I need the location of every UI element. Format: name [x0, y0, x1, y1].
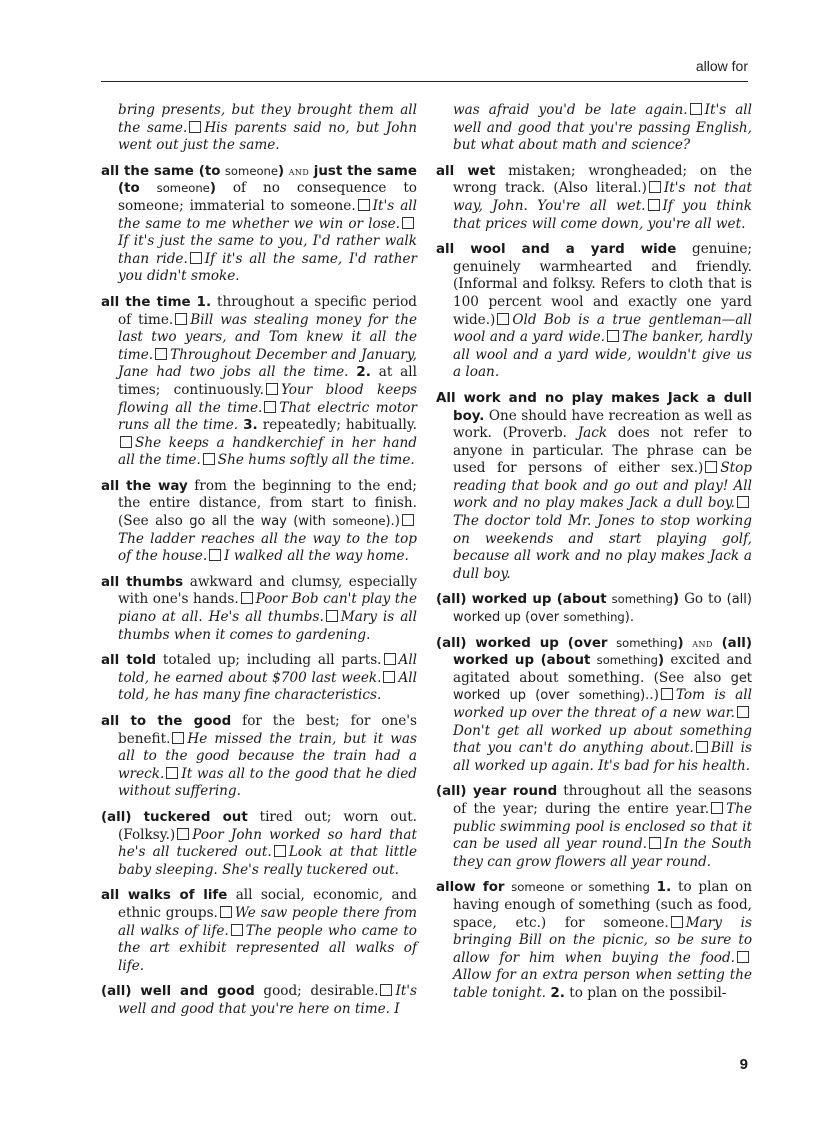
definition: .)	[649, 687, 659, 704]
example: The people who came to the art exhibit represented all walks of life.	[118, 922, 417, 974]
cross-reference: get worked up (over	[453, 670, 752, 704]
example-box-icon	[402, 217, 414, 229]
definition: throughout a specific period of time.	[118, 293, 417, 328]
example-box-icon	[177, 828, 189, 840]
example: All told, he has many fine characteristics.	[118, 669, 417, 704]
definition: all social, economic, and ethnic groups.	[118, 887, 418, 921]
headword: )	[209, 181, 216, 197]
entry-all-the-time	[101, 294, 417, 470]
definition: mistaken; wrongheaded; on the wrong track. (Also literal.)	[453, 162, 752, 197]
example-box-icon	[326, 610, 338, 622]
example-box-icon	[189, 121, 201, 133]
example-box-icon	[690, 103, 702, 115]
definition: genuine; genuinely warmhearted and friendly. (Informal and folksy. Refers to cloth that is 100 percent wool and exactly one yard wide.)	[453, 241, 752, 328]
variable: something	[578, 688, 641, 703]
variable: someone	[224, 163, 279, 178]
entry-all-tuckered-out	[101, 809, 417, 879]
definition: excited and agitated about something. (See also	[453, 652, 753, 686]
example-box-icon	[172, 732, 184, 744]
example-box-icon	[661, 688, 673, 700]
definition: repeatedly; habitually.	[262, 417, 418, 434]
example-box-icon	[383, 671, 395, 683]
headword: all wool and a yard wide	[436, 242, 677, 258]
example: Bill was stealing money for the last two years, and Tom knew it all the time.	[118, 311, 417, 363]
cross-reference: ).	[640, 688, 650, 704]
continued-entry	[101, 102, 417, 155]
headword: just the same (to	[118, 163, 417, 197]
example-box-icon	[649, 181, 661, 193]
example-box-icon	[737, 496, 749, 508]
definition: of no consequence to someone; immaterial to someone.	[118, 180, 417, 214]
variable: something	[596, 653, 659, 668]
headword: all thumbs	[101, 574, 184, 590]
example-box-icon	[380, 984, 392, 996]
example: It's all the same to me whether we win or lose.	[118, 197, 417, 232]
example: It was all to the good that he died without suffering.	[118, 765, 417, 800]
headword: )	[677, 635, 684, 651]
example-box-icon	[737, 951, 749, 963]
example-box-icon	[384, 653, 396, 665]
definition: Go to	[684, 591, 722, 608]
variable: someone	[156, 181, 210, 196]
entry-allow-for	[436, 879, 752, 1002]
example: In the South they can grow flowers all year round.	[453, 836, 752, 870]
cross-reference: (all) worked up (over	[453, 592, 752, 626]
entry-all-the-same	[101, 163, 417, 286]
example: The ladder reaches all the way to the top of the house.	[118, 530, 417, 565]
example-box-icon	[737, 706, 749, 718]
example-box-icon	[648, 199, 660, 211]
entry-all-work-and-no-play	[436, 390, 752, 584]
example-box-icon	[203, 453, 215, 465]
example-box-icon	[190, 252, 202, 264]
definition: to plan on having enough of something (such as food, space, etc.) for someone.	[453, 879, 752, 931]
example-box-icon	[497, 313, 509, 325]
example: Poor Bob can't play the piano at all. He's all thumbs.	[118, 591, 417, 626]
definition: tired out; worn out. (Folksy.)	[118, 808, 417, 843]
example-box-icon	[231, 924, 243, 936]
sense-number: 2.	[550, 984, 565, 1001]
definition: )	[394, 513, 400, 530]
example-box-icon	[120, 436, 132, 448]
example: His parents said no, but John went out just the same.	[118, 119, 418, 154]
example-box-icon	[711, 802, 723, 814]
variable: something	[611, 592, 673, 607]
page-number: 9	[739, 1056, 748, 1073]
headword: (all) well and good	[101, 984, 255, 1000]
example-box-icon	[266, 383, 278, 395]
sense-number: 2.	[356, 364, 371, 381]
variable: something	[563, 610, 625, 625]
variable: someone or something	[511, 880, 650, 895]
definition-italic: Jack	[577, 425, 608, 442]
example: Poor John worked so hard that he's all tuckered out.	[118, 826, 417, 861]
example-box-icon	[705, 461, 717, 473]
example: Bill is all worked up again. It's bad for his health.	[453, 740, 752, 774]
entry-all-walks-of-life	[101, 887, 417, 975]
headword: all wet	[436, 163, 496, 179]
example: If it's just the same to you, I'd rather walk than ride.	[118, 233, 417, 267]
headword: All work and no play makes Jack a dull boy.	[436, 390, 752, 424]
example-box-icon	[209, 549, 221, 561]
entry-all-wet	[436, 163, 752, 233]
example: All told, he earned about $700 last week.	[118, 652, 418, 686]
definition: for the best; for one's benefit.	[118, 713, 418, 747]
sense-number: 1.	[656, 879, 672, 896]
definition: does not refer to anyone in particular. The phrase can be used for persons of either sex.)	[453, 425, 753, 477]
entry-all-year-round	[436, 783, 752, 871]
example-box-icon	[241, 592, 253, 604]
example-box-icon	[402, 514, 414, 526]
cross-reference: go all the way (with	[189, 514, 326, 530]
entry-all-well-and-good	[101, 983, 417, 1018]
example: The banker, hardly all wool and a yard wide, wouldn't give us a loan.	[453, 329, 752, 381]
example: Stop reading that book and go out and play! All work and no play makes Jack a dull boy.	[453, 460, 752, 512]
header-rule	[101, 81, 748, 82]
headword: )	[658, 653, 665, 669]
example-box-icon	[649, 837, 661, 849]
example: The doctor told Mr. Jones to stop working on weekends and start playing golf, because all work and no play makes Jack a dull boy.	[453, 513, 752, 582]
headword: )	[673, 592, 680, 608]
left-column	[101, 102, 417, 1027]
entry-all-wool-and-a-yard-wide	[436, 241, 752, 382]
example-box-icon	[607, 330, 619, 342]
example: It's not that way, John. You're all wet.	[453, 180, 752, 214]
example-box-icon	[264, 401, 276, 413]
variable: something	[616, 635, 678, 650]
example: bring presents, but they brought them all the same.	[118, 102, 417, 136]
headword: all the time	[101, 294, 191, 310]
example-box-icon	[696, 741, 708, 753]
example: It's well and good that you're here on time. I	[118, 983, 417, 1017]
definition: from the beginning to the end; the entire distance, from start to finish. (See also	[118, 477, 418, 530]
entry-all-worked-up-about	[436, 591, 752, 626]
headword: (all) worked up (about	[436, 592, 607, 608]
example: Look at that little baby sleeping. She's really tuckered out.	[118, 844, 417, 878]
sense-number: 3.	[243, 417, 258, 434]
right-column	[436, 102, 752, 1011]
example: If you think that prices will come down, you're all wet.	[453, 197, 752, 232]
example: Old Bob is a true gentleman—all wool and a yard wide.	[453, 311, 752, 346]
example: Allow for an extra person when setting the table tonight.	[453, 967, 752, 1001]
headword: )	[278, 163, 285, 179]
example: Throughout December and January, Jane had two jobs all the time.	[118, 346, 417, 381]
headword: (all) worked up (over	[436, 635, 608, 651]
example: Your blood keeps flowing all the time.	[118, 381, 417, 416]
example-box-icon	[175, 313, 187, 325]
example: She hums softly all the time.	[217, 452, 415, 469]
example: Mary is bringing Bill on the picnic, so be sure to allow for him when buying the food.	[453, 914, 752, 966]
example: It's all well and good that you're passing English, but what about math and science?	[453, 102, 752, 154]
example: He missed the train, but it was all to the good because the train had a wreck.	[118, 730, 417, 782]
definition: One should have recreation as well as work. (Proverb.	[453, 407, 752, 442]
example: If it's all the same, I'd rather you didn't smoke.	[118, 250, 418, 285]
definition: good; desirable.	[263, 983, 379, 1000]
headword: all to the good	[101, 714, 232, 729]
cross-reference: ).	[624, 610, 635, 626]
example: Don't get all worked up about something that you can't do anything about.	[453, 722, 752, 757]
headword: all walks of life	[101, 888, 228, 904]
definition: to plan on the possibil-	[569, 984, 727, 1001]
example: I walked all the way home.	[224, 548, 409, 565]
example: That electric motor runs all the time.	[118, 399, 417, 434]
entry-all-to-the-good	[101, 713, 417, 801]
example-box-icon	[166, 767, 178, 779]
headword: (all) year round	[436, 784, 558, 800]
definition: totaled up; including all parts.	[162, 652, 382, 669]
example: Mary is all thumbs when it comes to gardening.	[118, 609, 417, 643]
entry-all-the-way	[101, 478, 417, 566]
variable: someone	[332, 514, 386, 529]
headword: (all) tuckered out	[101, 809, 248, 825]
example: She keeps a handkerchief in her hand all the time.	[118, 434, 417, 469]
definition: awkward and clumsy, especially with one's hands.	[118, 573, 418, 608]
and-label: and	[692, 636, 713, 650]
entry-all-told	[101, 652, 417, 705]
example: The public swimming pool is enclosed so that it can be used all year round.	[453, 800, 752, 853]
example-box-icon	[220, 906, 232, 918]
headword: all the same (to	[101, 163, 221, 179]
sense-number: 1.	[196, 293, 212, 310]
example-box-icon	[358, 199, 370, 211]
running-head: allow for	[695, 58, 748, 74]
example-box-icon	[274, 845, 286, 857]
example-box-icon	[155, 348, 167, 360]
example: was afraid you'd be late again.	[453, 102, 688, 118]
entry-all-worked-up-over	[436, 635, 752, 776]
and-label: and	[288, 164, 310, 178]
definition: at all times; continuously.	[118, 364, 417, 398]
headword: all the way	[101, 478, 188, 494]
definition: throughout all the seasons of the year; during the entire year.	[453, 783, 753, 817]
example: We saw people there from all walks of life.	[118, 904, 418, 939]
entry-all-thumbs	[101, 574, 417, 644]
headword: (all) worked up (about	[453, 635, 753, 669]
headword: all told	[101, 653, 157, 669]
example: Tom is all worked up over the threat of a new war.	[453, 687, 752, 721]
example-box-icon	[671, 916, 683, 928]
headword: allow for	[436, 880, 505, 896]
cross-reference: ).	[385, 514, 395, 530]
continued-entry	[436, 102, 752, 155]
